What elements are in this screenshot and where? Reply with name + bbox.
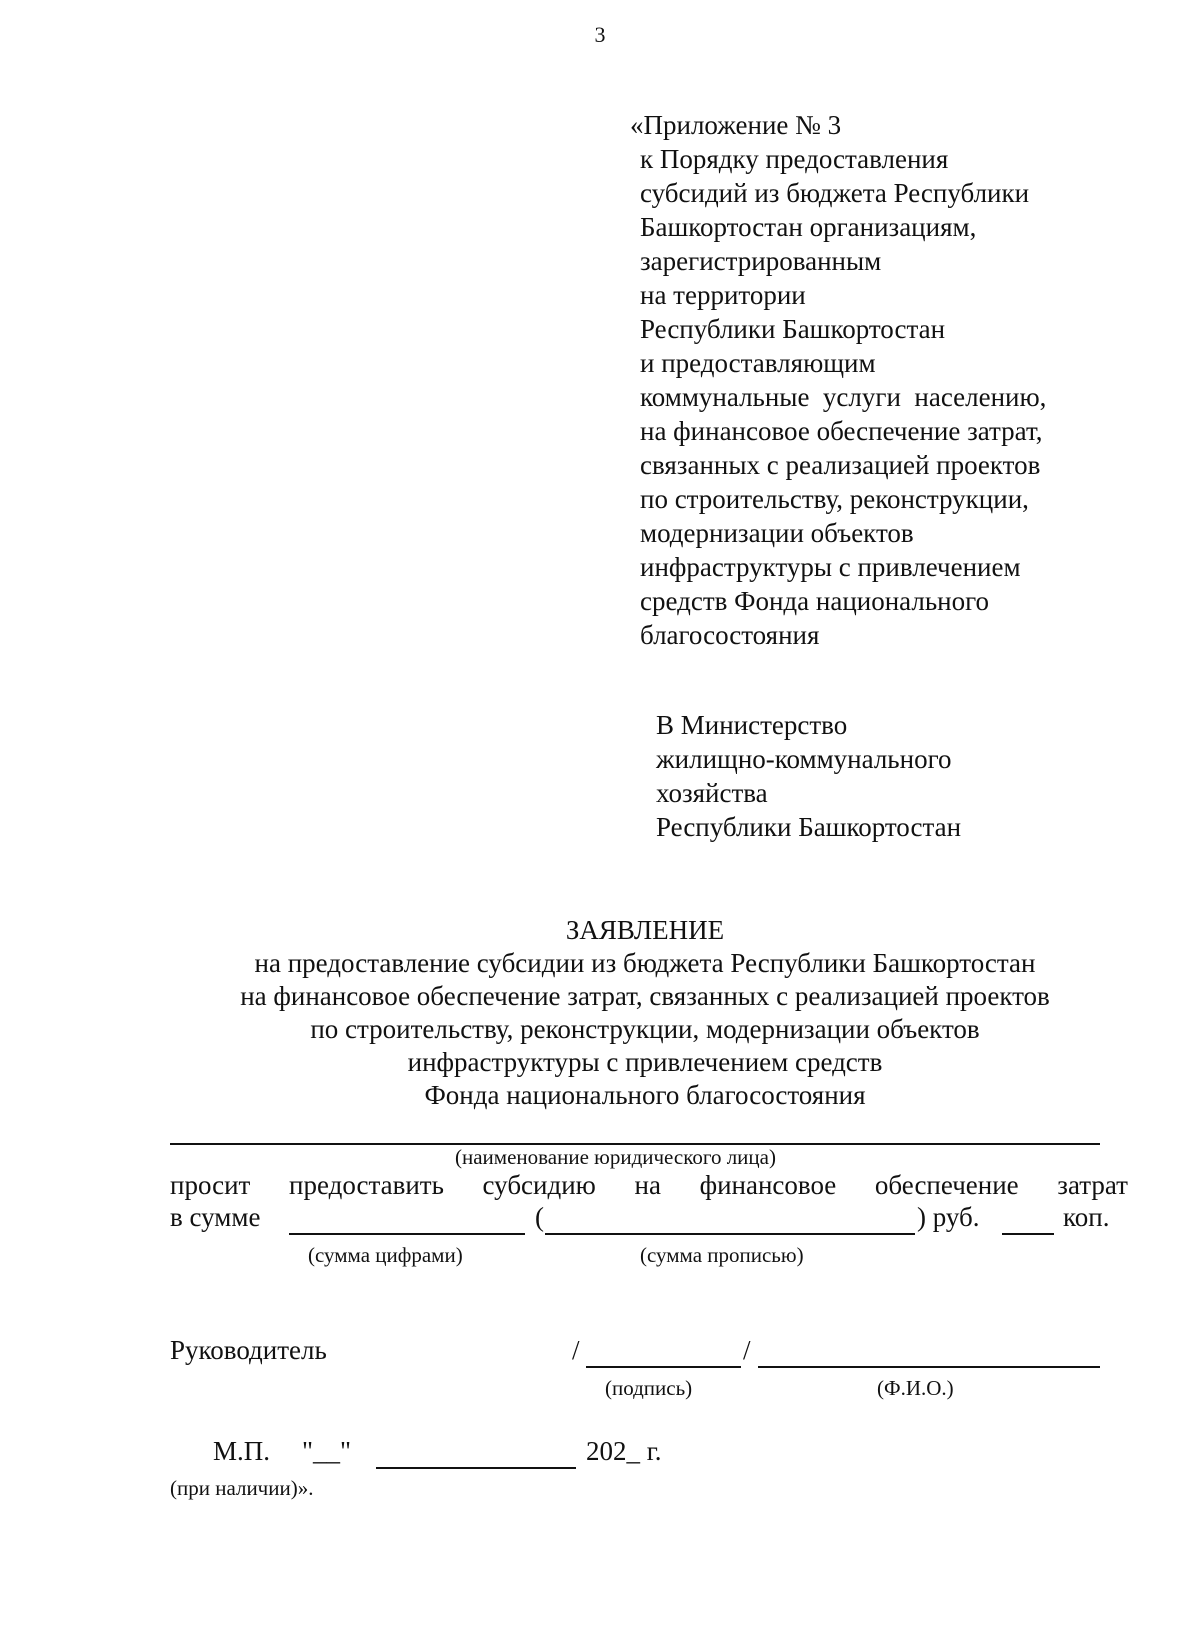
amount-digits-field[interactable] <box>289 1233 525 1235</box>
amount-words-field[interactable] <box>545 1233 915 1235</box>
application-heading: ЗАЯВЛЕНИЕ <box>565 915 725 945</box>
appendix-line: Башкортостан организациям, <box>640 212 977 242</box>
slash: / <box>743 1335 751 1365</box>
appendix-line: модернизации объектов <box>640 518 914 548</box>
appendix-line: к Порядку предоставления <box>640 144 949 174</box>
head-label: Руководитель <box>170 1335 327 1365</box>
title-line: Фонда национального благосостояния <box>424 1080 866 1110</box>
request-word: предоставить <box>289 1170 444 1200</box>
request-line <box>170 1170 1128 1201</box>
appendix-line: благосостояния <box>640 620 820 650</box>
stamp-note: (при наличии)». <box>170 1476 314 1500</box>
amount-digits-caption: (сумма цифрами) <box>308 1243 463 1267</box>
stamp-label: М.П. <box>213 1436 271 1466</box>
signature-caption: (подпись) <box>605 1376 693 1400</box>
request-word: затрат <box>1057 1170 1128 1200</box>
rub-label: ) руб. <box>917 1202 980 1232</box>
addressee-block <box>656 708 961 844</box>
application-title-block <box>0 914 1200 1112</box>
appendix-line: по строительству, реконструкции, <box>640 484 1029 514</box>
appendix-line: «Приложение № 3 <box>630 110 842 140</box>
full-name-field[interactable] <box>758 1366 1100 1368</box>
appendix-line: коммунальные услуги населению, <box>640 382 1047 412</box>
appendix-line: инфраструктуры с привлечением <box>640 552 1021 582</box>
request-word: субсидию <box>482 1170 596 1200</box>
appendix-line: зарегистрированным <box>640 246 882 276</box>
full-name-caption: (Ф.И.О.) <box>877 1376 954 1400</box>
amount-label: в сумме <box>170 1202 261 1232</box>
open-paren: ( <box>535 1202 544 1232</box>
appendix-line: на финансовое обеспечение затрат, <box>640 416 1043 446</box>
title-line: на финансовое обеспечение затрат, связанных с реализацией проектов <box>240 981 1050 1011</box>
appendix-line: средств Фонда национального <box>640 586 990 616</box>
year-label: 202_ г. <box>586 1436 662 1466</box>
appendix-line: субсидий из бюджета Республики <box>640 178 1030 208</box>
appendix-line: Республики Башкортостан <box>640 314 946 344</box>
appendix-line: и предоставляющим <box>640 348 876 378</box>
request-word: финансовое <box>699 1170 837 1200</box>
title-line: по строительству, реконструкции, модернизации объектов <box>310 1014 980 1044</box>
appendix-line: связанных с реализацией проектов <box>640 450 1041 480</box>
date-month-field[interactable] <box>376 1467 576 1469</box>
page-number: 3 <box>594 22 606 47</box>
addressee-line: Республики Башкортостан <box>656 812 962 842</box>
title-line: на предоставление субсидии из бюджета Республики Башкортостан <box>254 948 1036 978</box>
entity-name-caption: (наименование юридического лица) <box>455 1145 776 1169</box>
addressee-line: В Министерство <box>656 710 848 740</box>
request-word: обеспечение <box>874 1170 1019 1200</box>
addressee-line: жилищно-коммунального <box>656 744 952 774</box>
kopecks-label: коп. <box>1063 1202 1110 1232</box>
date-day-field[interactable]: "__" <box>302 1436 352 1466</box>
request-word: на <box>634 1170 661 1200</box>
kopecks-field[interactable] <box>1002 1233 1054 1235</box>
title-line: инфраструктуры с привлечением средств <box>407 1047 883 1077</box>
appendix-reference <box>630 108 1047 652</box>
amount-words-caption: (сумма прописью) <box>640 1243 804 1267</box>
addressee-line: хозяйства <box>656 778 768 808</box>
request-word: просит <box>170 1170 251 1200</box>
signature-field[interactable] <box>586 1366 741 1368</box>
appendix-line: на территории <box>640 280 806 310</box>
slash: / <box>572 1335 580 1365</box>
